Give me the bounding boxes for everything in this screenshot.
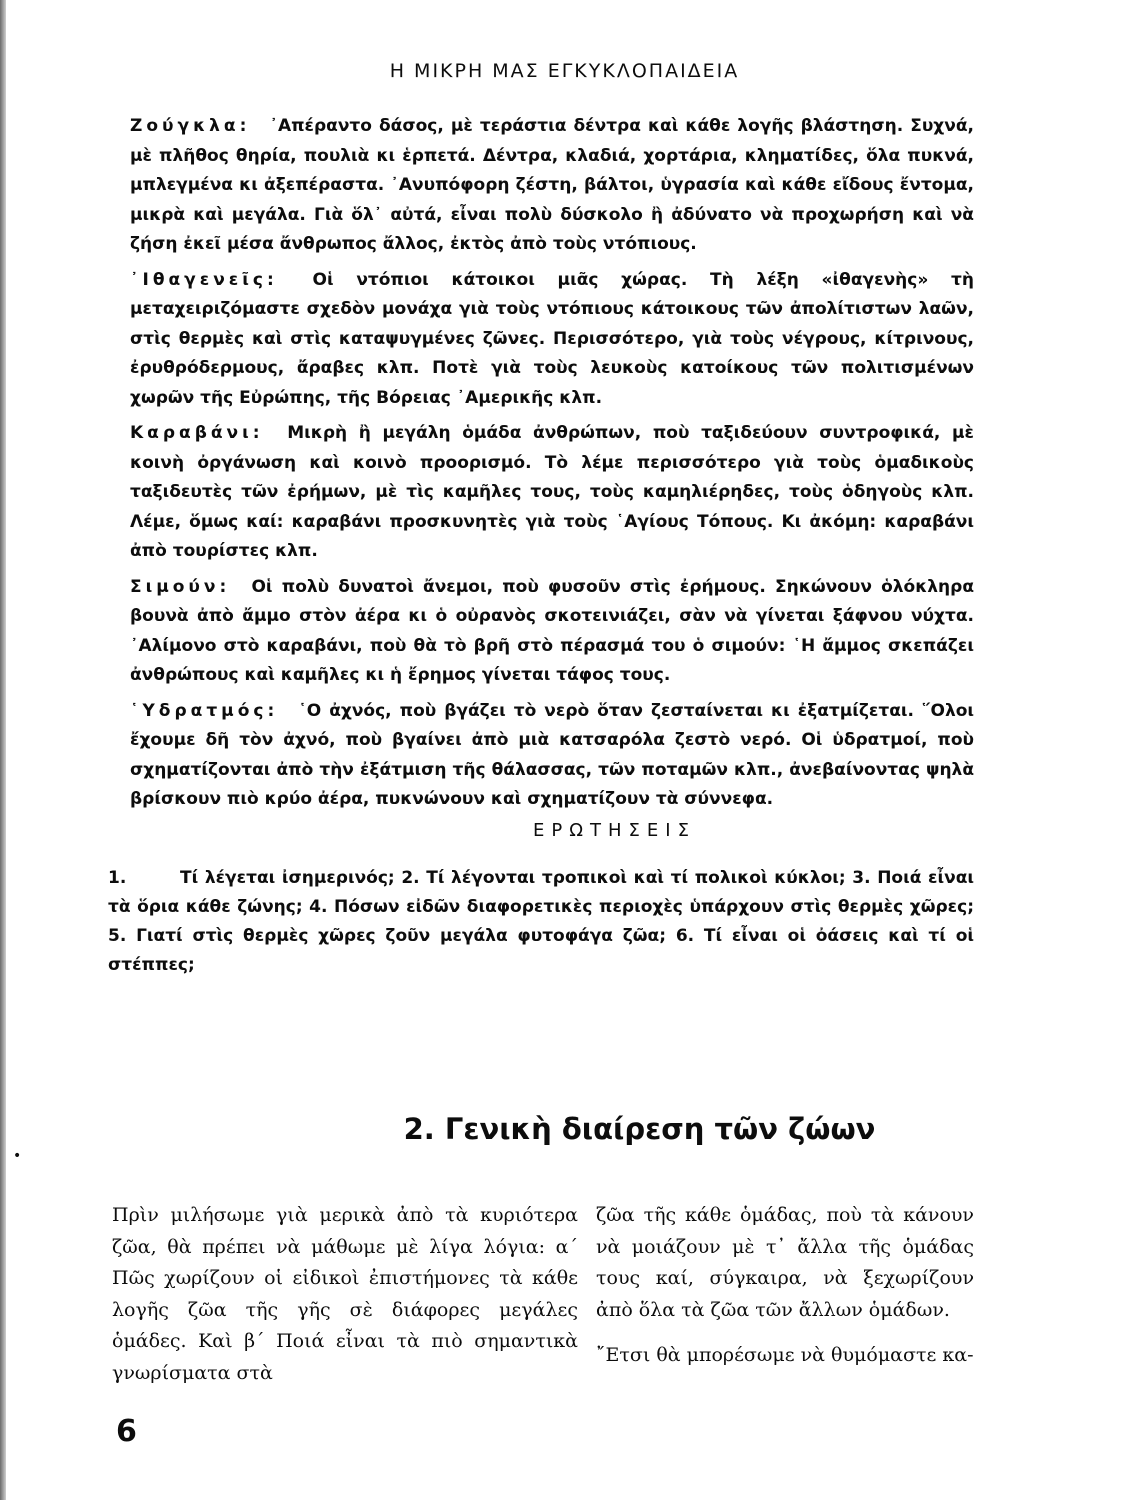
- page-header: Η ΜΙΚΡΗ ΜΑΣ ΕΓΚΥΚΛΟΠΑΙΔΕΙΑ: [389, 60, 740, 82]
- body-paragraph: ῎Ετσι θὰ μπορέσωμε νὰ θυμόμαστε κα-: [596, 1344, 974, 1366]
- glossary-term: Ζούγκλα:: [130, 116, 251, 136]
- body-paragraph: Πρὶν μιλήσωμε γιὰ μερικὰ ἀπὸ τὰ κυριότερα ζῶα, θὰ πρέπει νὰ μάθωμε μὲ λίγα λόγια: α΄ Πῶς χωρίζουν οἱ εἰδικοὶ ἐπιστήμονες τὰ κάθε λογῆς ζῶα τῆς γῆς σὲ διάφορες μεγάλες ὁμάδες. Καὶ β΄ Ποιά εἶναι τὰ πιὸ σημαντικὰ γνωρίσματα στὰ: [112, 1204, 578, 1384]
- glossary-entry: [130, 112, 974, 260]
- glossary: [130, 112, 974, 821]
- glossary-definition: Οἱ πολὺ δυνατοὶ ἄνεμοι, ποὺ φυσοῦν στὶς ἐρήμους. Σηκώνουν ὁλόκληρα βουνὰ ἀπὸ ἄμμο στὸν ἀέρα κι ὁ οὐρανὸς σκοτεινιάζει, σὰν νὰ γίνεται ξάφνου νύχτα. ᾿Αλίμονο στὸ καραβάνι, ποὺ θὰ τὸ βρῆ στὸ πέρασμά του ὁ σιμούν: ῾Η ἄμμος σκεπάζει ἀνθρώπους καὶ καμῆλες κι ἡ ἔρημος γίνεται τάφος τους.: [130, 576, 974, 685]
- page-spine-shadow: [0, 0, 6, 1500]
- glossary-term: ῾Υδρατμός:: [130, 700, 279, 721]
- glossary-term: Καραβάνι:: [130, 423, 264, 443]
- glossary-definition: ᾿Απέραντο δάσος, μὲ τεράστια δέντρα καὶ κάθε λογῆς βλάστηση. Συχνά, μὲ πλῆθος θηρία, πουλιὰ κι ἑρπετά. Δέντρα, κλαδιά, χορτάρια, κληματίδες, ὅλα πυκνά, μπλεγμένα κι ἀξεπέραστα. ᾿Ανυπόφορη ζέστη, βάλτοι, ὑγρασία καὶ κάθε εἴδους ἔντομα, μικρὰ καὶ μεγάλα. Γιὰ ὅλ᾿ αὐτά, εἶναι πολὺ δύσκολο ἢ ἀδύνατο νὰ προχωρήση καὶ νὰ ζήση ἐκεῖ μέσα ἄνθρωπος ἄλλος, ἐκτὸς ἀπὸ τοὺς ντόπιους.: [130, 116, 974, 254]
- glossary-entry: [130, 573, 974, 691]
- body-paragraph: ζῶα τῆς κάθε ὁμάδας, ποὺ τὰ κάνουν νὰ μοιάζουν μὲ τ᾿ ἄλλα τῆς ὁμάδας τους καί, σύγκαιρα, νὰ ξεχωρίζουν ἀπὸ ὅλα τὰ ζῶα τῶν ἄλλων ὁμάδων.: [596, 1204, 974, 1321]
- glossary-entry: [130, 697, 974, 815]
- glossary-term: ᾿Ιθαγενεῖς:: [130, 269, 278, 290]
- glossary-definition: ῾Ο ἀχνός, ποὺ βγάζει τὸ νερὸ ὅταν ζεσταίνεται κι ἐξατμίζεται. ῞Ολοι ἔχουμε δῆ τὸν ἀχνό, ποὺ βγαίνει ἀπὸ μιὰ κατσαρόλα ζεστὸ νερό. Οἱ ὑδρατμοί, ποὺ σχηματίζονται ἀπὸ τὴν ἐξάτμιση τῆς θάλασσας, τῶν ποταμῶν κλπ., ἀνεβαίνοντας ψηλὰ βρίσκουν πιὸ κρύο ἀέρα, πυκνώνουν καὶ σχηματίζουν τὰ σύννεφα.: [130, 700, 975, 809]
- questions-text: Τί λέγεται ἰσημερινός; 2. Τί λέγονται τροπικοὶ καὶ τί πολικοὶ κύκλοι; 3. Ποιά εἶναι τὰ ὅρια κάθε ζώνης; 4. Πόσων εἰδῶν διαφορετικὲς περιοχὲς ὑπάρχουν στὶς θερμὲς χῶρες; 5. Γιατί στὶς θερμὲς χῶρες ζοῦν μεγάλα φυτοφάγα ζῶα; 6. Τί εἶναι οἱ ὀάσεις καὶ τί οἱ στέππες;: [108, 868, 974, 975]
- margin-mark: •: [13, 1148, 22, 1164]
- section-title: 2. Γενικὴ διαίρεση τῶν ζώων: [403, 1112, 876, 1146]
- glossary-definition: Οἱ ντόπιοι κάτοικοι μιᾶς χώρας. Τὴ λέξη «ἰθαγενὴς» τὴ μεταχειριζόμαστε σχεδὸν μονάχα γιὰ τοὺς ντόπιους κάτοικους τῶν ἀπολίτιστων λαῶν, στὶς θερμὲς καὶ στὶς καταψυγμένες ζῶνες. Περισσότερο, γιὰ τοὺς νέγρους, κίτρινους, ἐρυθρόδερμους, ἄραβες κλπ. Ποτὲ γιὰ τοὺς λευκοὺς κατοίκους τῶν πολιτισμένων χωρῶν τῆς Εὐρώπης, τῆς Βόρειας ᾿Αμερικῆς κλπ.: [130, 269, 974, 408]
- questions-title: ΕΡΩΤΗΣΕΙΣ: [533, 820, 696, 841]
- question-number: 1.: [108, 868, 127, 888]
- glossary-term: Σιμούν:: [130, 576, 231, 597]
- glossary-definition: Μικρὴ ἢ μεγάλη ὁμάδα ἀνθρώπων, ποὺ ταξιδεύουν συντροφικά, μὲ κοινὴ ὀργάνωση καὶ κοινὸ προορισμό. Τὸ λέμε περισσότερο γιὰ τοὺς ὁμαδικοὺς ταξιδευτὲς τῶν ἐρήμων, μὲ τὶς καμῆλες τους, τοὺς καμηλιέρηδες, τοὺς ὁδηγοὺς κλπ. Λέμε, ὅμως καί: καραβάνι προσκυνητὲς γιὰ τοὺς ῾Αγίους Τόπους. Κι ἀκόμη: καραβάνι ἀπὸ τουρίστες κλπ.: [130, 423, 974, 561]
- body-column-right: [596, 1200, 974, 1372]
- glossary-entry: [130, 266, 974, 414]
- glossary-entry: [130, 419, 974, 567]
- page-number: 6: [116, 1414, 137, 1449]
- body-column-left: [112, 1200, 578, 1389]
- questions-block: [108, 864, 974, 980]
